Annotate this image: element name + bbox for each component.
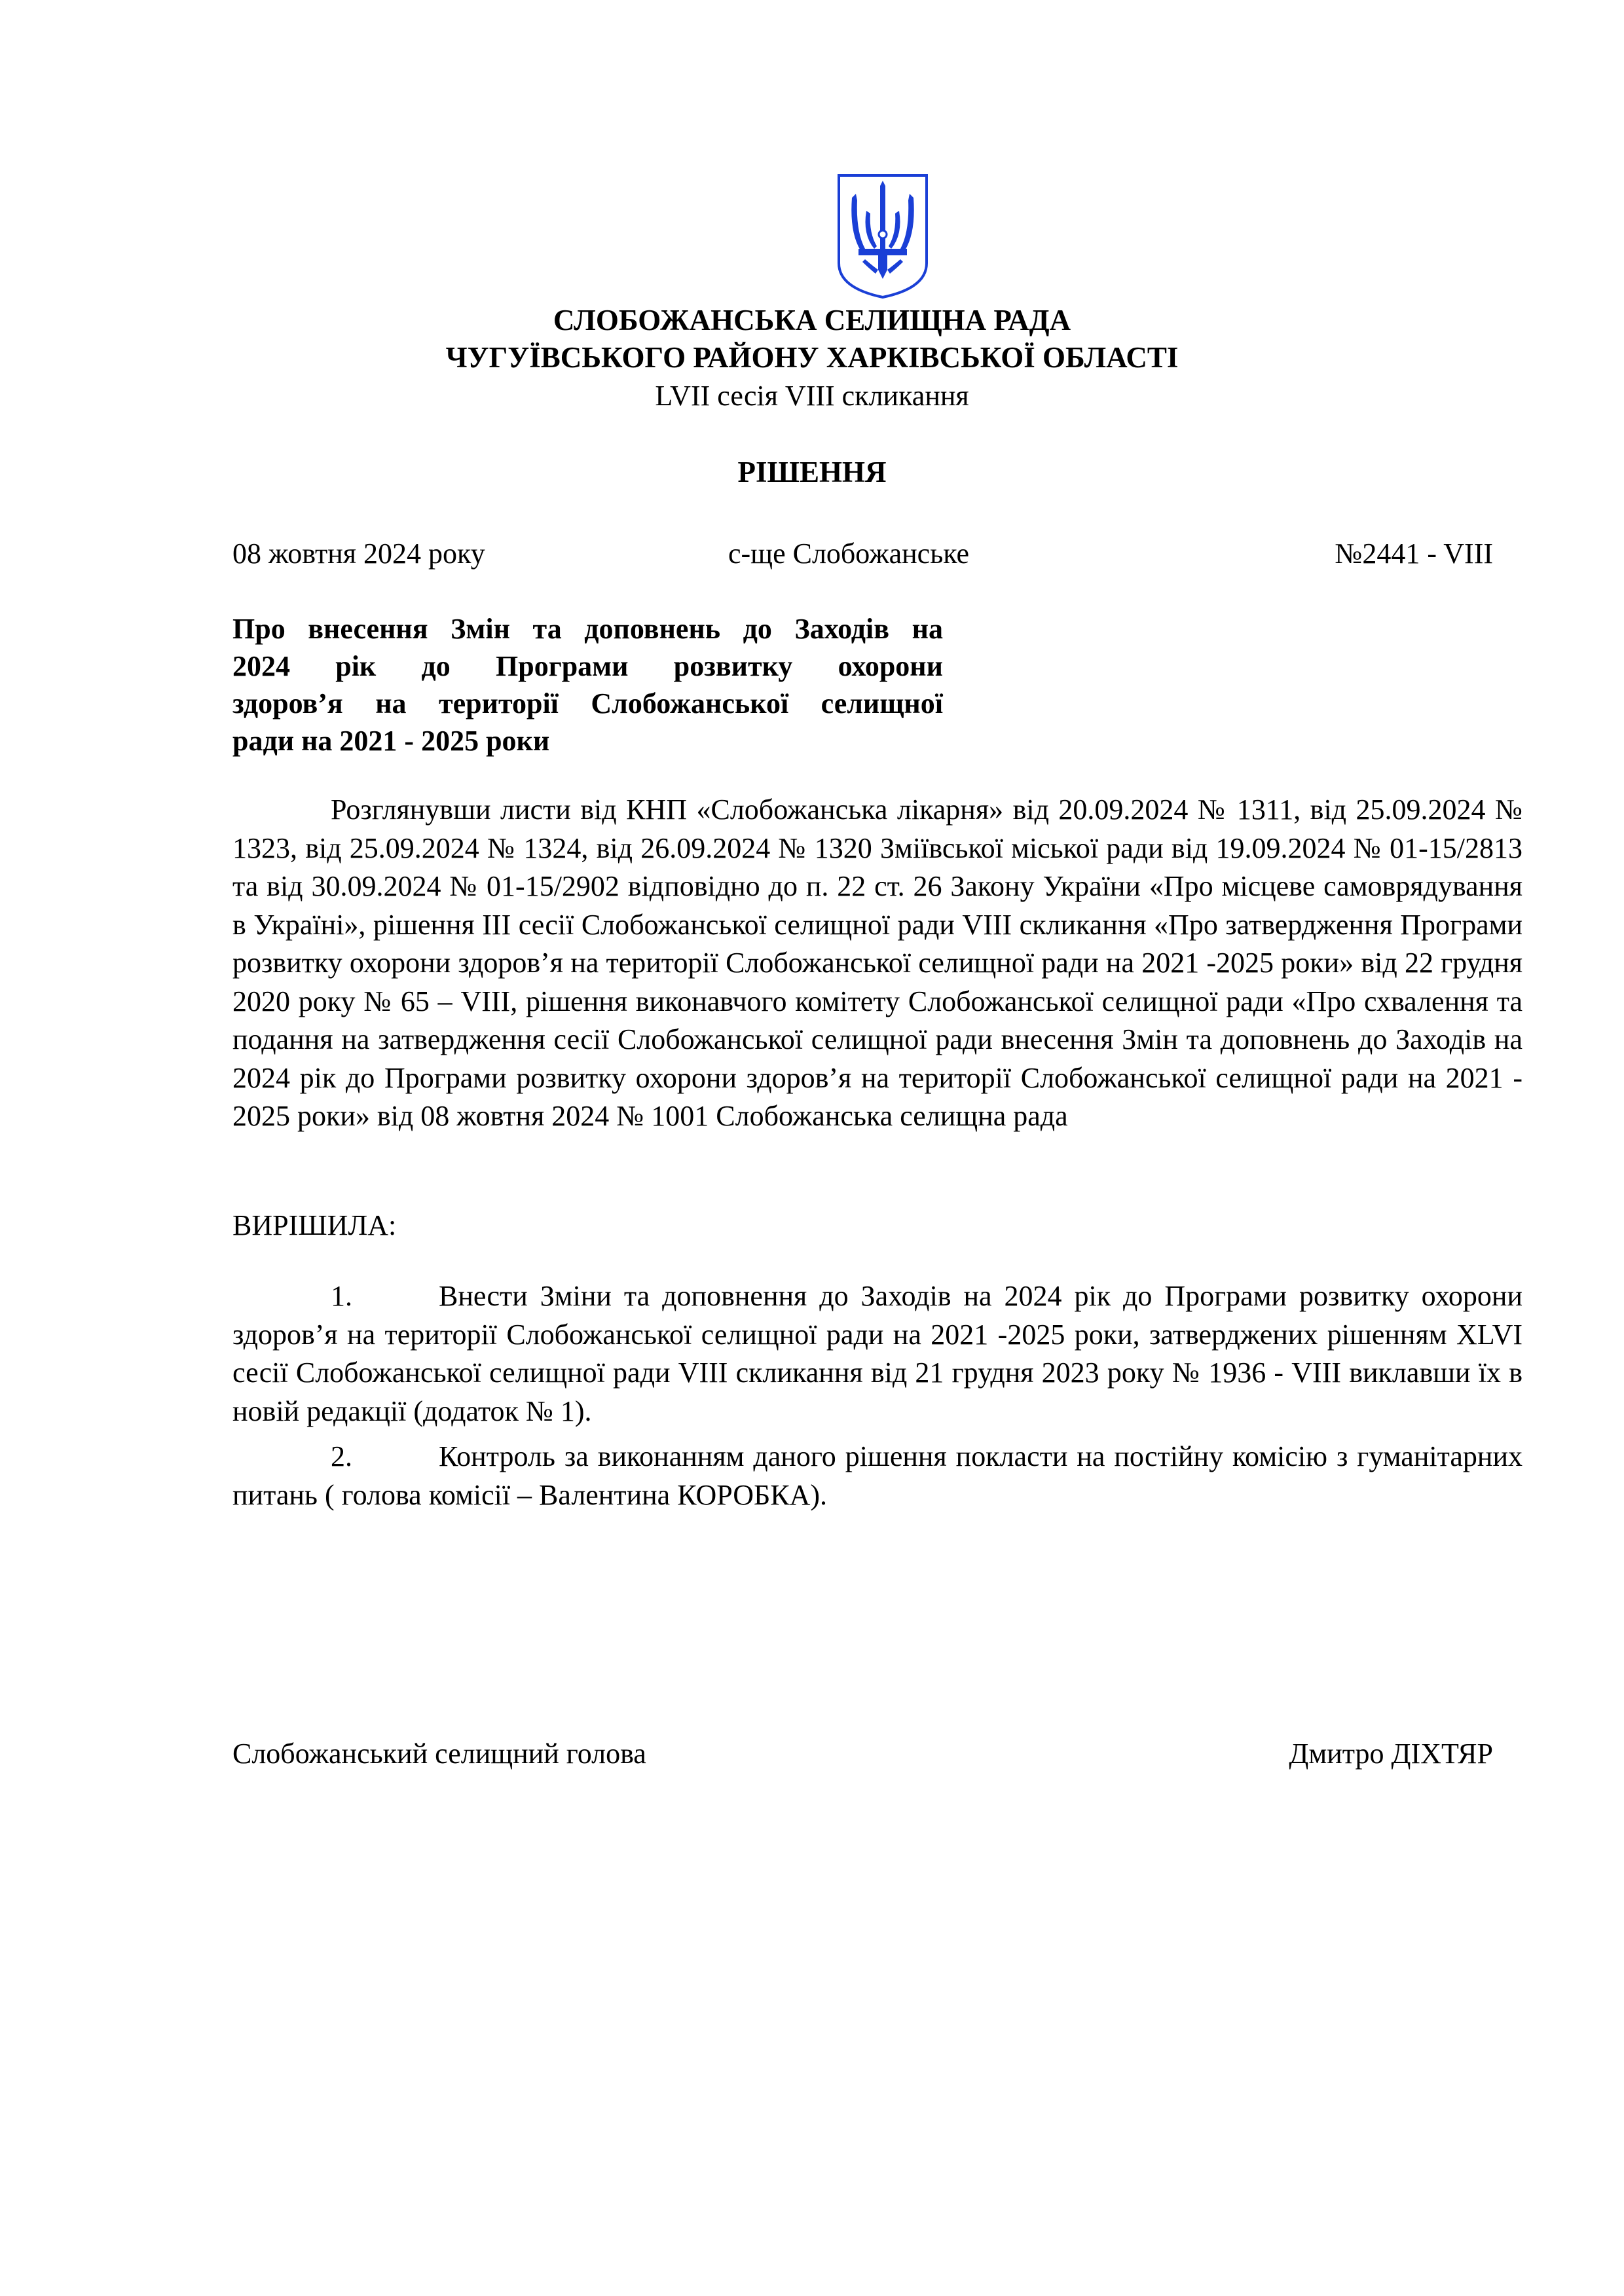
signatory-name: Дмитро ДІХТЯР xyxy=(1289,1738,1493,1770)
resolved-label: ВИРІШИЛА: xyxy=(232,1209,397,1241)
resolution-item xyxy=(232,1438,1522,1514)
item-text: Внести Зміни та доповнення до Заходів на 2024 рік до Програми розвитку охорони здоров’я на території Слобожанської селищної ради на 2021 -2025 роки, затверджених рішенням XLVI сесії Слобожанської селищної ради VIII скликання від 21 грудня 2023 року № 1936 - VIII виклавши їх в новій редакції (додаток № 1). xyxy=(232,1280,1522,1427)
date-place-number-row xyxy=(232,536,1493,572)
decision-number: №2441 - VIII xyxy=(1335,538,1493,570)
resolution-item xyxy=(232,1277,1522,1430)
preamble-paragraph: Розглянувши листи від КНП «Слобожанська лікарня» від 20.09.2024 № 1311, від 25.09.2024 № 1323, від 25.09.2024 № 1324, від 26.09.2024 № 1320 Зміївської міської ради від 19.09.2024 № 01-15/2813 та від 30.09.2024 № 01-15/2902 відповідно до п. 22 ст. 26 Закону України «Про місцеве самоврядування в Україні», рішення ІІІ сесії Слобожанської селищної ради VIII скликання «Про затвердження Програми розвитку охорони здоров’я на території Слобожанської селищної ради на 2021 -2025 роки» від 22 грудня 2020 року № 65 – VIII, рішення виконавчого комітету Слобожанської селищної ради «Про схвалення та подання на затвердження сесії Слобожанської селищної ради внесення Змін та доповнень до Заходів на 2024 рік до Програми розвитку охорони здоров’я на території Слобожанської селищної ради на 2021 - 2025 роки» від 08 жовтня 2024 № 1001 Слобожанська селищна рада xyxy=(232,793,1522,1132)
subject-line: ради на 2021 - 2025 роки xyxy=(232,725,550,757)
district-name: ЧУГУЇВСЬКОГО РАЙОНУ ХАРКІВСЬКОЇ ОБЛАСТІ xyxy=(445,341,1179,374)
session-label: LVII сесія VIII скликання xyxy=(655,380,969,412)
document-type: РІШЕННЯ xyxy=(737,456,887,488)
subject-line: здоров’я на території Слобожанської селищної xyxy=(232,687,943,720)
signatory-position: Слобожанський селищний голова xyxy=(232,1738,646,1770)
coat-of-arms-icon xyxy=(836,172,929,300)
subject-line: 2024 рік до Програми розвитку охорони xyxy=(232,650,943,682)
item-text: Контроль за виконанням даного рішення покласти на постійну комісію з гуманітарних питань ( голова комісії – Валентина КОРОБКА). xyxy=(232,1440,1522,1511)
signature-row xyxy=(232,1735,1493,1773)
subject-line: Про внесення Змін та доповнень до Заходів на xyxy=(232,613,943,645)
decision-date: 08 жовтня 2024 року xyxy=(232,538,485,570)
council-name: СЛОБОЖАНСЬКА СЕЛИЩНА РАДА xyxy=(553,304,1071,337)
item-number: 2. xyxy=(331,1440,352,1472)
item-number: 1. xyxy=(331,1280,352,1312)
decision-place: с-ще Слобожанське xyxy=(728,538,970,570)
decision-subject xyxy=(232,610,943,759)
